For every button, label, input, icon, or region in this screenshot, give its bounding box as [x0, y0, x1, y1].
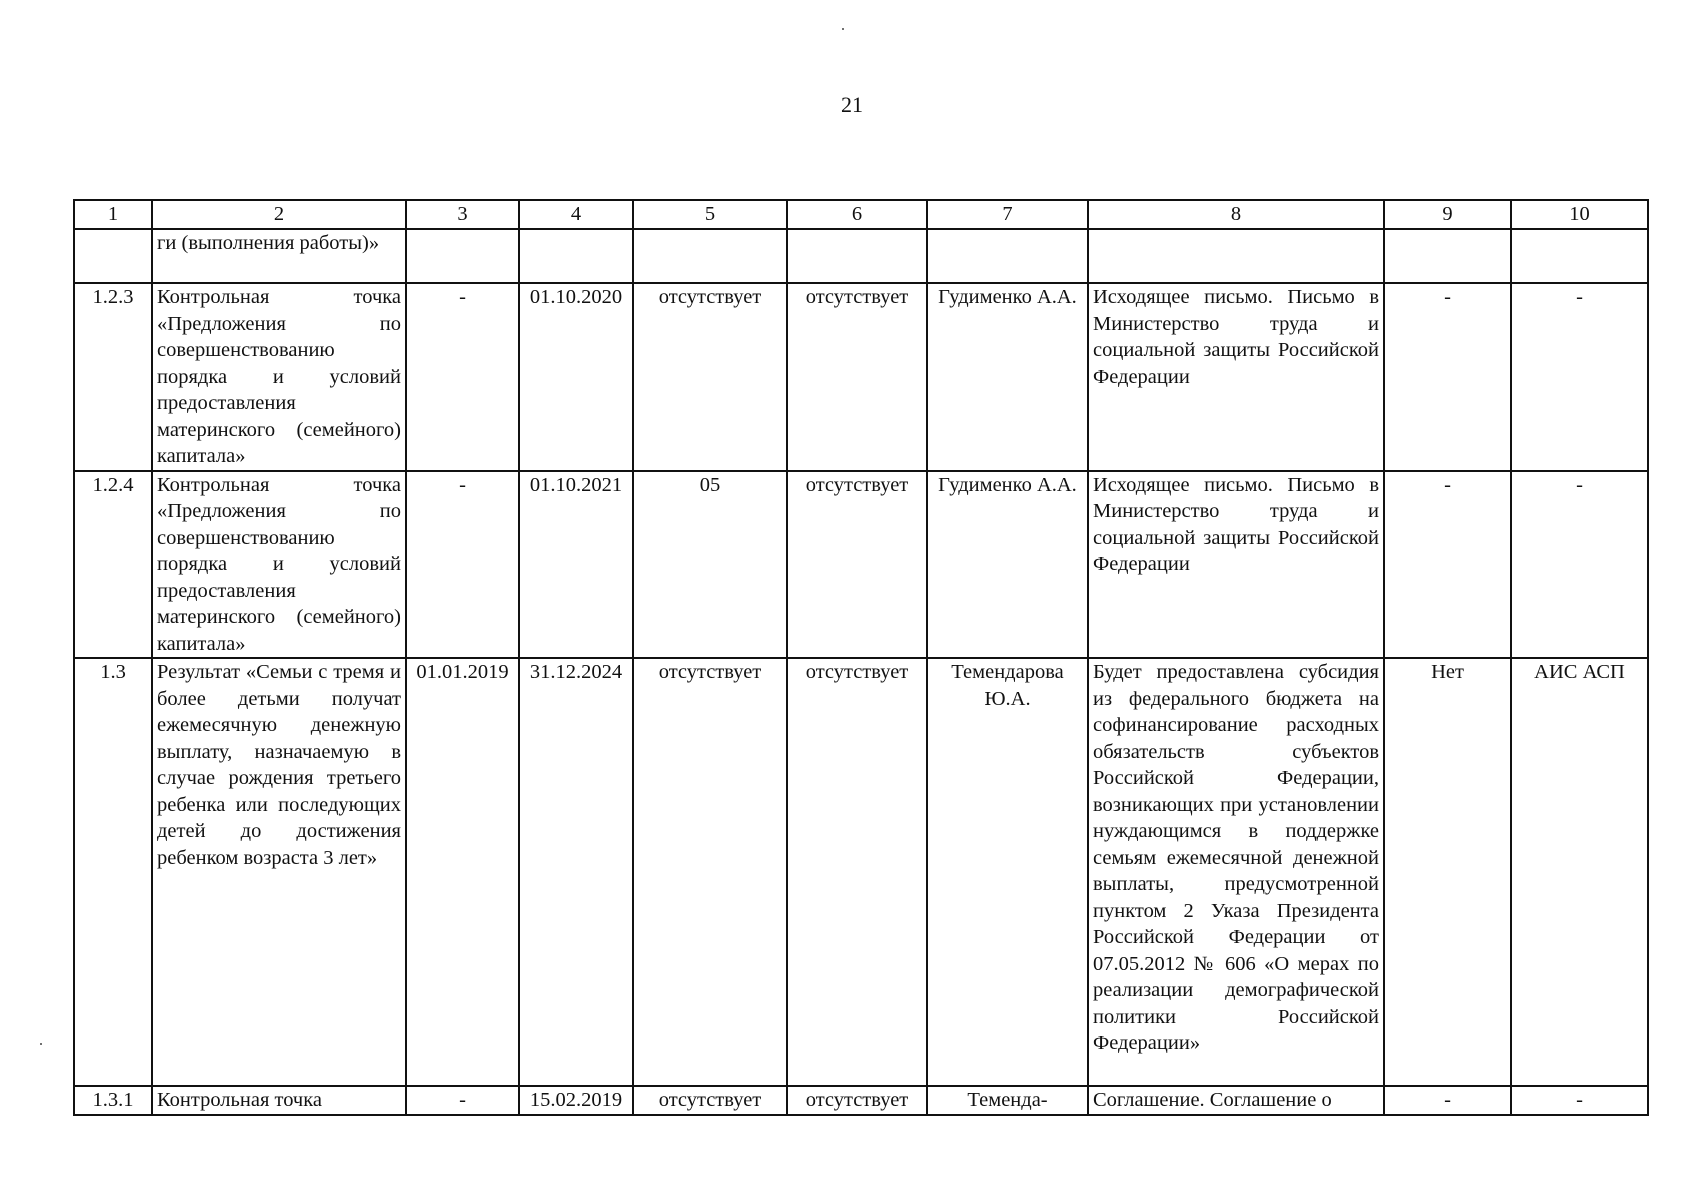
table-row [74, 1086, 1648, 1115]
responsible-cell: Темендарова Ю.А. [927, 658, 1088, 1086]
end-date-cell [519, 229, 633, 283]
start-date-cell: - [406, 283, 519, 471]
row-number-cell: 1.2.4 [74, 471, 152, 659]
row-name-cell: Контрольная точка «Предложения по совершенствованию порядка и условий предоставления материнского (семейного) капитала» [152, 283, 406, 471]
responsible-cell: Гудименко А.А. [927, 471, 1088, 659]
column-9-cell: Нет [1384, 658, 1511, 1086]
description-cell [1088, 229, 1384, 283]
description-cell: Будет предоставлена субсидия из федерального бюджета на софинансирование расходных обязательств субъектов Российской Федерации, возникающих при установлении нуждающимся в поддержке семьям ежемесячной денежной выплаты, предусмотренной пунктом 2 Указа Президента Российской Федерации от 07.05.2012 № 606 «О мерах по реализации демографической политики Российской Федерации» [1088, 658, 1384, 1086]
column-6-cell: отсутствует [787, 471, 927, 659]
end-date-cell: 01.10.2021 [519, 471, 633, 659]
header-cell: 3 [406, 200, 519, 229]
column-9-cell: - [1384, 1086, 1511, 1115]
responsible-cell: Теменда- [927, 1086, 1088, 1115]
header-cell: 6 [787, 200, 927, 229]
header-cell: 7 [927, 200, 1088, 229]
description-cell: Соглашение. Соглашение о [1088, 1086, 1384, 1115]
start-date-cell: 01.01.2019 [406, 658, 519, 1086]
description-cell: Исходящее письмо. Письмо в Министерство труда и социальной защиты Российской Федерации [1088, 471, 1384, 659]
row-name-cell: Контрольная точка [152, 1086, 406, 1115]
column-10-cell: АИС АСП [1511, 658, 1648, 1086]
table-row [74, 283, 1648, 471]
column-6-cell: отсутствует [787, 283, 927, 471]
header-cell: 9 [1384, 200, 1511, 229]
column-5-cell: отсутствует [633, 283, 787, 471]
header-cell: 10 [1511, 200, 1648, 229]
column-5-cell: 05 [633, 471, 787, 659]
responsible-cell: Гудименко А.А. [927, 283, 1088, 471]
table-row [74, 658, 1648, 1086]
row-number-cell: 1.3.1 [74, 1086, 152, 1115]
header-cell: 4 [519, 200, 633, 229]
plan-table [73, 199, 1649, 1116]
column-5-cell [633, 229, 787, 283]
start-date-cell: - [406, 471, 519, 659]
row-number-cell: 1.3 [74, 658, 152, 1086]
column-9-cell: - [1384, 283, 1511, 471]
scan-speck [842, 28, 844, 30]
end-date-cell: 15.02.2019 [519, 1086, 633, 1115]
scan-speck [40, 1043, 42, 1045]
header-cell: 8 [1088, 200, 1384, 229]
column-9-cell: - [1384, 471, 1511, 659]
row-number-cell: 1.2.3 [74, 283, 152, 471]
header-cell: 1 [74, 200, 152, 229]
column-6-cell: отсутствует [787, 658, 927, 1086]
column-10-cell: - [1511, 471, 1648, 659]
column-6-cell: отсутствует [787, 1086, 927, 1115]
column-number-header-row [74, 200, 1648, 229]
description-cell: Исходящее письмо. Письмо в Министерство труда и социальной защиты Российской Федерации [1088, 283, 1384, 471]
row-name-cell: Контрольная точка «Предложения по совершенствованию порядка и условий предоставления материнского (семейного) капитала» [152, 471, 406, 659]
column-9-cell [1384, 229, 1511, 283]
start-date-cell [406, 229, 519, 283]
row-name-cell: ги (выполнения работы)» [152, 229, 406, 283]
start-date-cell: - [406, 1086, 519, 1115]
page-number: 21 [841, 92, 863, 117]
end-date-cell: 31.12.2024 [519, 658, 633, 1086]
column-10-cell: - [1511, 283, 1648, 471]
column-10-cell: - [1511, 1086, 1648, 1115]
column-5-cell: отсутствует [633, 1086, 787, 1115]
header-cell: 5 [633, 200, 787, 229]
table-row [74, 471, 1648, 659]
row-number-cell [74, 229, 152, 283]
column-10-cell [1511, 229, 1648, 283]
row-name-cell: Результат «Семьи с тремя и более детьми получат ежемесячную денежную выплату, назначаемую в случае рождения третьего ребенка или последующих детей до достижения ребенком возраста 3 лет» [152, 658, 406, 1086]
responsible-cell [927, 229, 1088, 283]
column-5-cell: отсутствует [633, 658, 787, 1086]
header-cell: 2 [152, 200, 406, 229]
table-row [74, 229, 1648, 283]
end-date-cell: 01.10.2020 [519, 283, 633, 471]
column-6-cell [787, 229, 927, 283]
